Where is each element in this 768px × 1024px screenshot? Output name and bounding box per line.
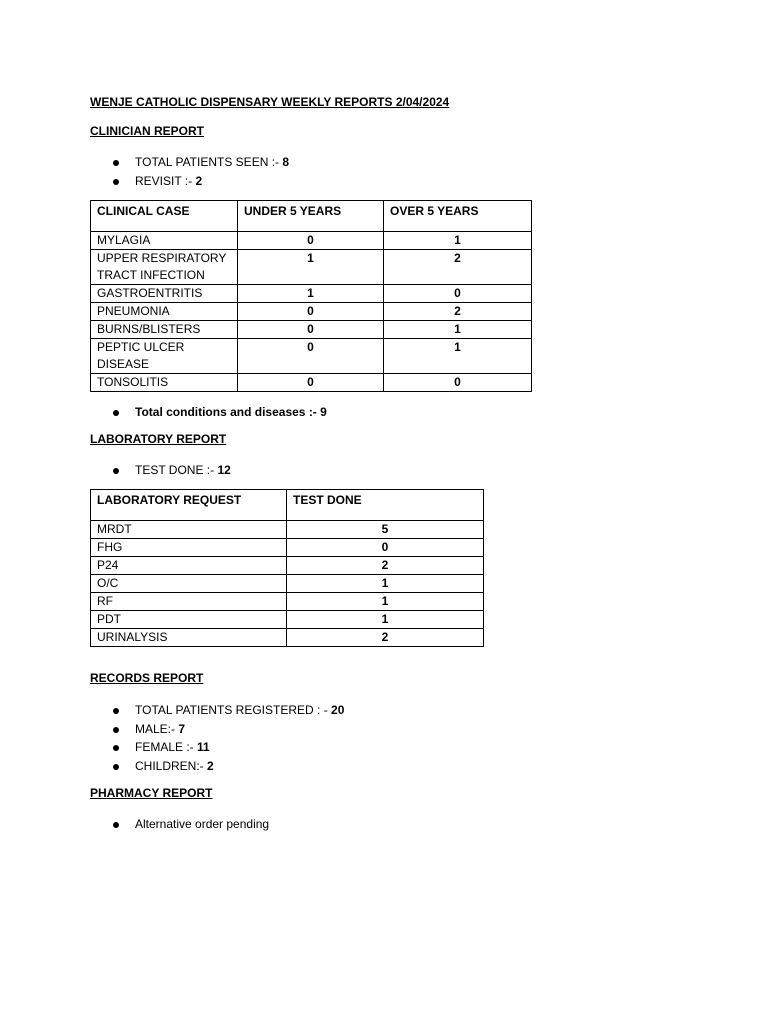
bullet-dot: [113, 822, 119, 828]
clinical-case-table: [90, 200, 532, 392]
bullet-dot: [113, 727, 119, 733]
bullet-dot: [113, 468, 119, 474]
records-report-heading: RECORDS REPORT: [90, 671, 204, 685]
table-row: PNEUMONIA 0 2: [91, 303, 532, 321]
bullet-total-registered: TOTAL PATIENTS REGISTERED : - 20: [113, 705, 613, 723]
bullet-children: CHILDREN:- 2: [113, 761, 613, 779]
table-row: O/C 1: [91, 575, 484, 593]
bullet-female: FEMALE :- 11: [113, 742, 613, 760]
pharmacy-report-heading: PHARMACY REPORT: [90, 786, 213, 800]
bullet-dot: [113, 708, 119, 714]
table-row: PDT 1: [91, 611, 484, 629]
header-test-done: TEST DONE: [287, 490, 484, 521]
bullet-dot: [113, 160, 119, 166]
bullet-dot: [113, 745, 119, 751]
table-header-row: [91, 201, 532, 232]
table-row: BURNS/BLISTERS 0 1: [91, 321, 532, 339]
bullet-total-conditions: Total conditions and diseases :- 9: [113, 407, 613, 425]
table-row: FHG 0: [91, 539, 484, 557]
table-header-row: [91, 490, 484, 521]
table-row: URINALYSIS 2: [91, 629, 484, 647]
header-under-5: UNDER 5 YEARS: [238, 201, 384, 232]
bullet-dot: [113, 179, 119, 185]
table-row: UPPER RESPIRATORY TRACT INFECTION 1 2: [91, 250, 532, 285]
header-over-5: OVER 5 YEARS: [384, 201, 532, 232]
header-clinical-case: CLINICAL CASE: [91, 201, 238, 232]
table-row: PEPTIC ULCER DISEASE 0 1: [91, 339, 532, 374]
header-laboratory-request: LABORATORY REQUEST: [91, 490, 287, 521]
bullet-total-patients-seen: TOTAL PATIENTS SEEN :- 8: [113, 157, 613, 175]
bullet-test-done: TEST DONE :- 12: [113, 465, 613, 483]
document-title: WENJE CATHOLIC DISPENSARY WEEKLY REPORTS 2/04/2024: [90, 95, 450, 109]
table-row: TONSOLITIS 0 0: [91, 374, 532, 392]
bullet-revisit: REVISIT :- 2: [113, 176, 613, 194]
table-row: GASTROENTRITIS 1 0: [91, 285, 532, 303]
clinician-report-heading: CLINICIAN REPORT: [90, 124, 204, 138]
bullet-pharmacy-note: Alternative order pending: [113, 819, 613, 837]
table-row: RF 1: [91, 593, 484, 611]
laboratory-table: [90, 489, 484, 647]
table-row: MRDT 5: [91, 521, 484, 539]
bullet-male: MALE:- 7: [113, 724, 613, 742]
bullet-dot: [113, 764, 119, 770]
bullet-dot: [113, 410, 119, 416]
table-row: P24 2: [91, 557, 484, 575]
table-row: MYLAGIA 0 1: [91, 232, 532, 250]
laboratory-report-heading: LABORATORY REPORT: [90, 432, 227, 446]
